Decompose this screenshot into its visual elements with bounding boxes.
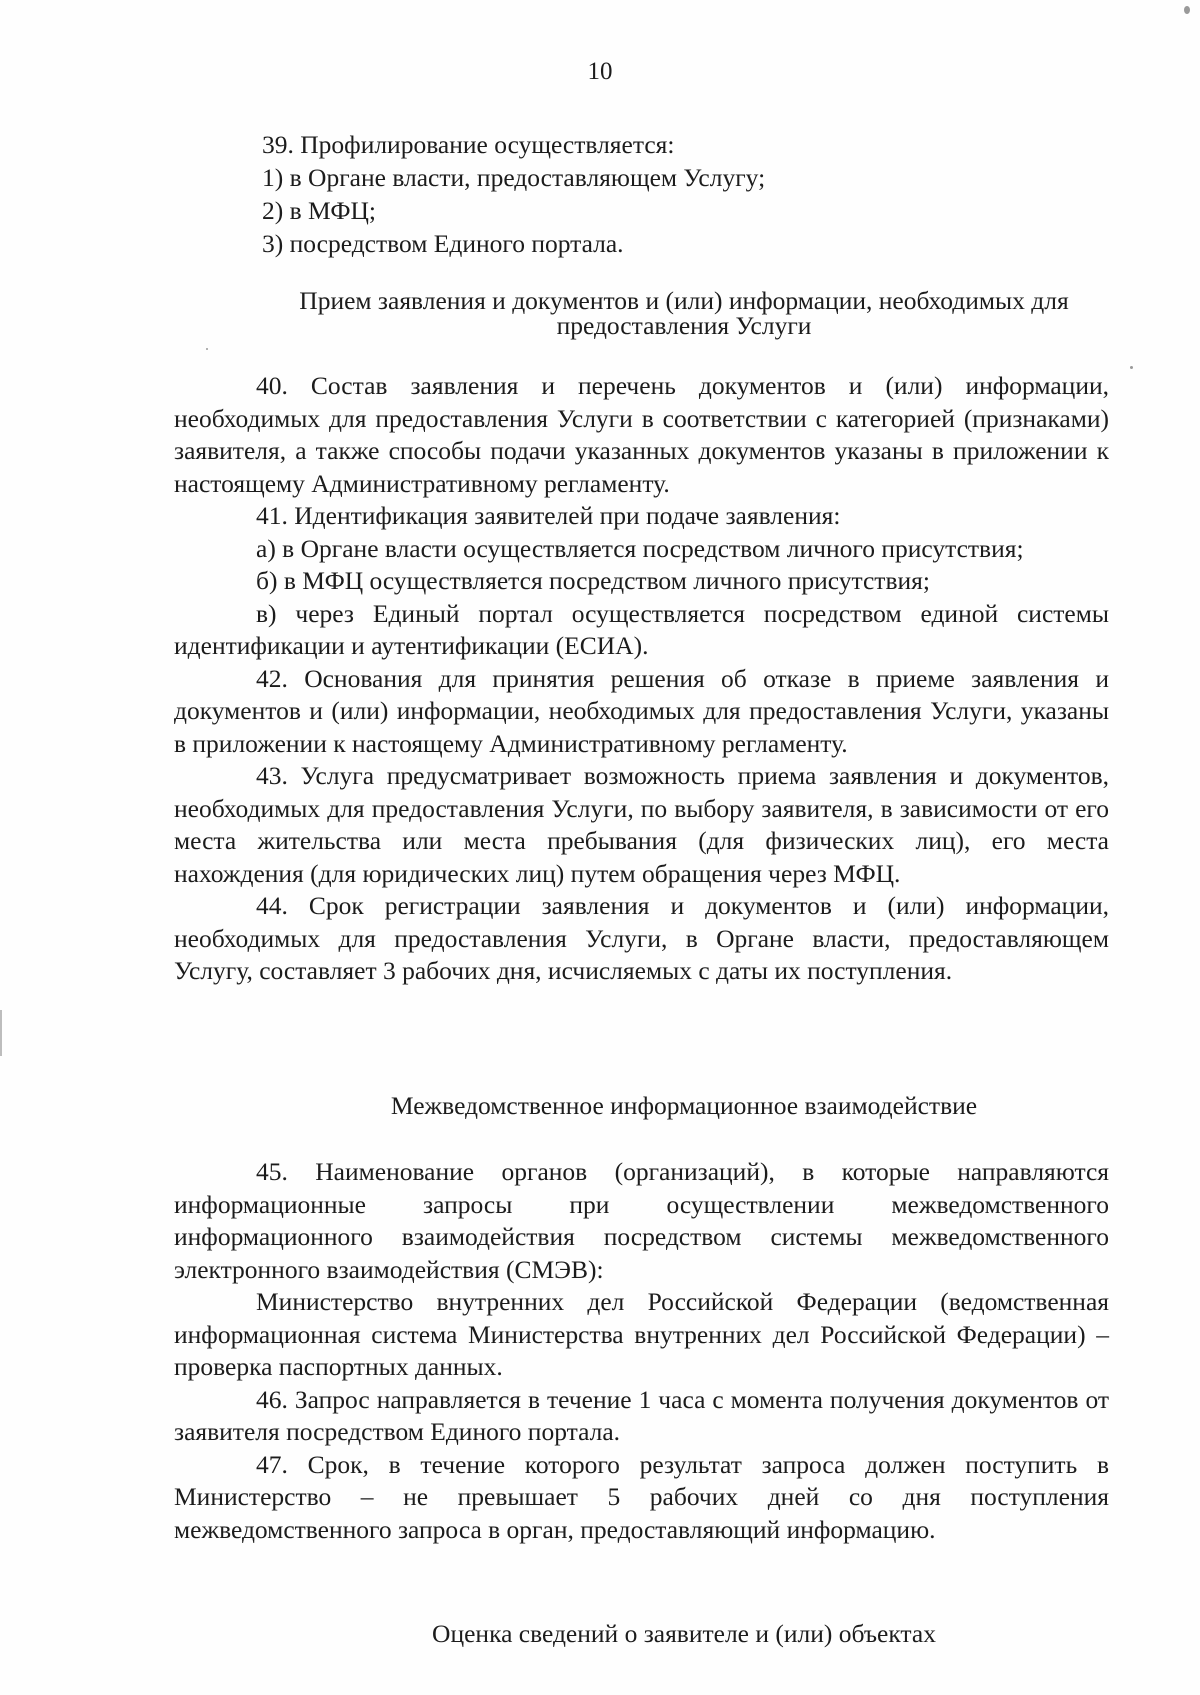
paragraph-42: 42. Основания для принятия решения об отказе в приеме заявления и документов и (или) информации, необходимых для предоставления Услуги, указаны в приложении к настоящему Административному регламенту. [174,663,1109,758]
paragraph-39-intro: 39. Профилирование осуществляется: [262,130,675,159]
paragraph-39-item-3: 3) посредством Единого портала. [262,229,624,258]
paragraph-39-item-2: 2) в МФЦ; [262,196,377,225]
paragraph-43: 43. Услуга предусматривает возможность приема заявления и документов, необходимых для предоставления Услуги, по выбору заявителя, в зависимости от его места жительства или места пребывания (для физических лиц), его места нахождения (для юридических лиц) путем обращения через МФЦ. [174,761,1109,888]
paragraph-41-intro: 41. Идентификация заявителей при подаче заявления: [256,501,841,530]
scan-speck [1184,6,1190,14]
scan-edge-mark [0,1010,2,1056]
page-number: 10 [587,58,613,85]
paragraph-46: 46. Запрос направляется в течение 1 часа с момента получения документов от заявителя посредством Единого портала. [174,1384,1109,1446]
paragraph-40: 40. Состав заявления и перечень документов и (или) информации, необходимых для предоставления Услуги в соответствии с категорией (признаками) заявителя, а также способы подачи указанных документов указаны в приложении к настоящему Административному регламенту. [174,371,1109,498]
scan-speck [206,348,208,350]
section-interagency-body [174,1156,1109,1546]
section-heading-reception: Прием заявления и документов и (или) информации, необходимых для предоставления Услуги [299,286,1069,340]
paragraph-45: 45. Наименование органов (организаций), в которые направляются информационные запросы при осуществлении межведомственного информационного взаимодействия посредством системы межведомственного электронного взаимодействия (СМЭВ): [174,1157,1109,1284]
section-heading-assessment: Оценка сведений о заявителе и (или) объектах [432,1619,936,1648]
section-heading-interagency: Межведомственное информационное взаимодействие [390,1091,978,1120]
paragraph-44: 44. Срок регистрации заявления и документов и (или) информации, необходимых для предоставления Услуги, в Органе власти, предоставляющем Услугу, составляет 3 рабочих дня, исчисляемых с даты их поступления. [174,891,1109,985]
paragraph-45-ministry: Министерство внутренних дел Российской Федерации (ведомственная информационная система Министерства внутренних дел Российской Федерации) – проверка паспортных данных. [174,1287,1109,1381]
paragraph-47: 47. Срок, в течение которого результат запроса должен поступить в Министерство – не превышает 5 рабочих дней со дня поступления межведомственного запроса в орган, предоставляющий информацию. [174,1449,1109,1544]
paragraph-39-item-1: 1) в Органе власти, предоставляющем Услугу; [262,163,766,192]
section-reception-body [174,370,1109,988]
paragraph-41-b: б) в МФЦ осуществляется посредством личного присутствия; [256,566,930,595]
paragraph-41-c: в) через Единый портал осуществляется посредством единой системы идентификации и аутентификации (ЕСИА). [174,598,1109,660]
paragraph-41-a: а) в Органе власти осуществляется посредством личного присутствия; [256,533,1024,563]
scan-speck [1130,366,1133,369]
